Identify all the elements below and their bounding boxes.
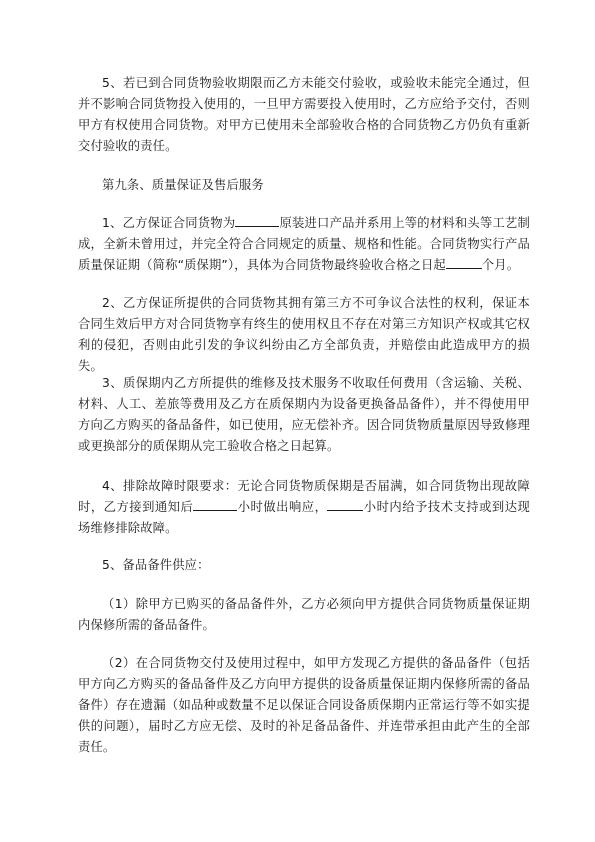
article-9-item-5: 5、备品备件供应： xyxy=(102,558,210,572)
article-9-item-3: 3、质保期内乙方所提供的维修及技术服务不收取任何费用（含运输、关税、材料、人工、差旅等费用及乙方在质保期内为设备更换备品备件），并不得使用甲方向乙方购买的备品备件，如已使用，应无偿补齐。因合同货物质量原因导致修理或更换部分的质保期从完工验收合格之日起算。 xyxy=(78,376,530,453)
article-9-item-1 xyxy=(78,213,530,276)
blank-field xyxy=(193,497,237,511)
blank-field xyxy=(235,213,279,227)
blank-field xyxy=(446,255,482,269)
blank-field xyxy=(327,497,363,511)
item-1-text-c: 个月。 xyxy=(481,258,520,272)
article-9-item-5-sub-2: （2）在合同货物交付及使用过程中，如甲方发现乙方提供的备品备件（包括甲方向乙方购买的备品备件及乙方向甲方提供的设备质量保证期内保修所需的备品备件）存在遗漏（如品种或数量不足以保证合同设备质保期内正常运行等不如实提供的问题），届时乙方应无偿、及时的补足备品备件、并连带承担由此产生的全部责任。 xyxy=(78,656,530,754)
item-4-text-b: 小时做出响应， xyxy=(237,500,328,514)
article-9-item-2: 2、乙方保证所提供的合同货物其拥有第三方不可争议合法性的权利，保证本合同生效后甲方对合同货物享有终生的使用权且不存在对第三方知识产权或其它权利的侵犯，否则由此引发的争议纠纷由乙方全部负责，并赔偿由此造成甲方的损失。 xyxy=(78,296,530,373)
article-9-item-4 xyxy=(78,476,530,539)
article-9-item-5-sub-1: （1）除甲方已购买的备品备件外，乙方必须向甲方提供合同货物质量保证期内保修所需的备品备件。 xyxy=(78,597,530,632)
item-1-text-b: 原装进口产品并系用上等的材料和头等工艺制成，全新未曾用过，并完全符合合同规定的质量、规格和性能。合同货物实行产品质量保证期（简称“质保期”），具体为合同货物最终验收合格之日起 xyxy=(78,216,530,272)
item-4-text-c: 小时内给予技术支持或到达现场维修排除故障。 xyxy=(78,500,530,535)
clause-8-item-5: 5、若已到合同货物验收期限而乙方未能交付验收，或验收未能完全通过，但并不影响合同货物投入使用的，一旦甲方需要投入使用时，乙方应给予交付，否则甲方有权使用合同货物。对甲方已使用未全部验收合格的合同货物乙方仍负有重新交付验收的责任。 xyxy=(78,76,530,153)
item-1-text-a: 1、乙方保证合同货物为 xyxy=(102,216,236,230)
article-9-heading: 第九条、质量保证及售后服务 xyxy=(102,178,264,192)
item-4-text-a: 4、排除故障时限要求：无论合同货物质保期是否届满，如合同货物出现故障时，乙方接到通知后 xyxy=(78,479,530,514)
